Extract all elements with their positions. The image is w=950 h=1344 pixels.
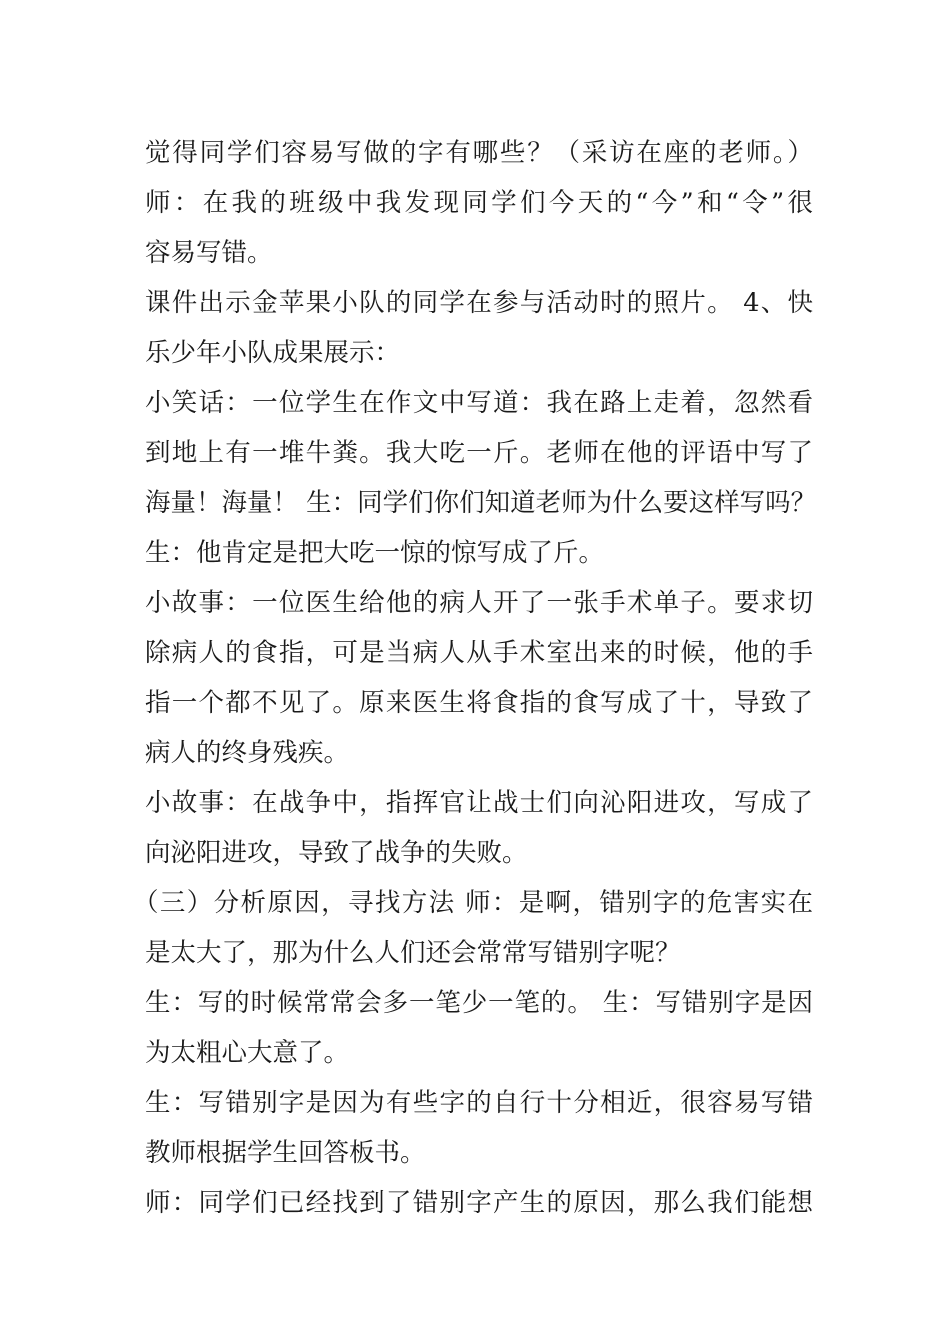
text-line: 为太粗心大意了。 [145,1038,350,1068]
text-line: 生：写的时候常常会多一笔少一笔的。 生：写错别字是因 [145,988,813,1018]
text-line: 教师根据学生回答板书。 [145,1138,426,1168]
text-line: 师：在我的班级中我发现同学们今天的“今”和“令”很 [145,188,813,218]
document-body [133,128,817,1228]
text-line: 小笑话：一位学生在作文中写道：我在路上走着，忽然看 [145,388,813,418]
text-line: 到地上有一堆牛粪。我大吃一斤。老师在他的评语中写了 [145,438,813,468]
text-line: 海量！海量！ 生：同学们你们知道老师为什么要这样写吗？ [145,488,817,518]
text-line: 师：同学们已经找到了错别字产生的原因，那么我们能想 [145,1188,813,1218]
text-line: 是太大了，那为什么人们还会常常写错别字呢？ [145,938,681,968]
text-line: 觉得同学们容易写做的字有哪些？（采访在座的老师。） [145,138,813,168]
text-line: （三）分析原因，寻找方法 师：是啊，错别字的危害实在 [133,888,813,918]
text-line: 除病人的食指，可是当病人从手术室出来的时候，他的手 [145,638,813,668]
text-line: 向泌阳进攻，导致了战争的失败。 [145,838,528,868]
text-line: 乐少年小队成果展示： [145,338,401,368]
text-line: 课件出示金苹果小队的同学在参与活动时的照片。 4、快 [145,288,813,318]
text-line: 小故事：一位医生给他的病人开了一张手术单子。要求切 [145,588,813,618]
text-line: 病人的终身残疾。 [145,738,350,768]
text-line: 小故事：在战争中，指挥官让战士们向沁阳进攻，写成了 [145,788,813,818]
text-line: 指一个都不见了。原来医生将食指的食写成了十，导致了 [145,688,813,718]
text-line: 容易写错。 [145,238,273,268]
text-line: 生：他肯定是把大吃一惊的惊写成了斤。 [145,538,605,568]
text-line: 生：写错别字是因为有些字的自行十分相近，很容易写错 [145,1088,813,1118]
